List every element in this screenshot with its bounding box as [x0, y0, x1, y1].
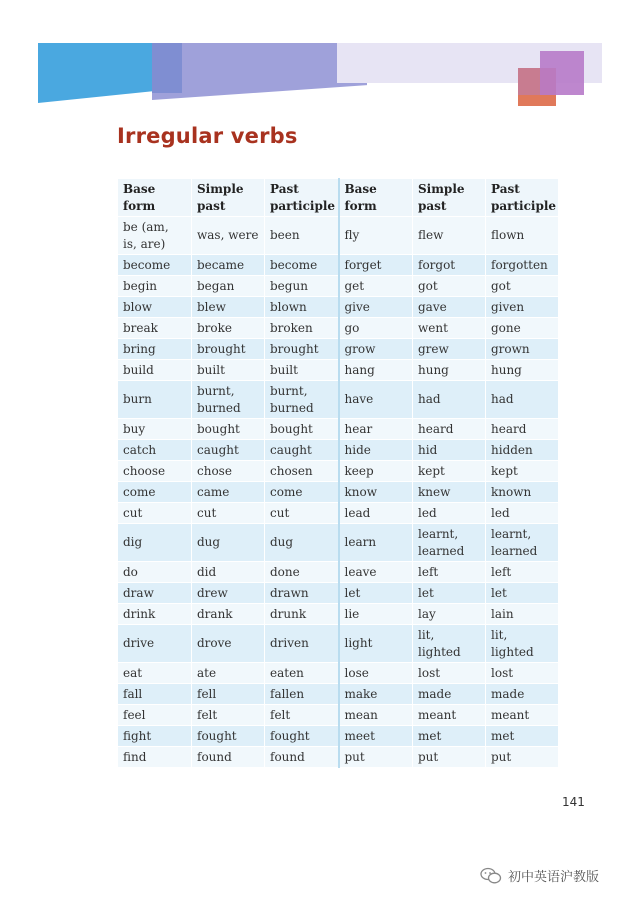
- table-cell: give: [339, 297, 413, 318]
- table-row: [118, 217, 559, 255]
- table-cell: got: [486, 276, 559, 297]
- table-cell: made: [413, 684, 486, 705]
- table-cell: given: [486, 297, 559, 318]
- table-cell: built: [265, 360, 339, 381]
- table-cell: bought: [192, 419, 265, 440]
- table-cell: fly: [339, 217, 413, 255]
- table-cell: left: [413, 562, 486, 583]
- table-cell: lain: [486, 604, 559, 625]
- table-cell: let: [486, 583, 559, 604]
- table-cell: burn: [118, 381, 192, 419]
- table-cell: bring: [118, 339, 192, 360]
- table-cell: fought: [192, 726, 265, 747]
- table-cell: flown: [486, 217, 559, 255]
- table-cell: been: [265, 217, 339, 255]
- table-row: [118, 524, 559, 562]
- table-cell: forget: [339, 255, 413, 276]
- table-cell: built: [192, 360, 265, 381]
- table-cell: blew: [192, 297, 265, 318]
- table-cell: broke: [192, 318, 265, 339]
- column-header: Past participle: [486, 179, 559, 217]
- table-cell: chose: [192, 461, 265, 482]
- table-cell: learnt, learned: [486, 524, 559, 562]
- table-cell: brought: [192, 339, 265, 360]
- table-cell: did: [192, 562, 265, 583]
- table-header: [118, 179, 559, 217]
- table-cell: dug: [192, 524, 265, 562]
- table-cell: heard: [486, 419, 559, 440]
- table-cell: cut: [192, 503, 265, 524]
- table-row: [118, 684, 559, 705]
- table-cell: felt: [265, 705, 339, 726]
- table-cell: had: [486, 381, 559, 419]
- table-cell: forgotten: [486, 255, 559, 276]
- table-cell: became: [192, 255, 265, 276]
- table-cell: let: [413, 583, 486, 604]
- table-cell: burnt, burned: [265, 381, 339, 419]
- table-cell: led: [413, 503, 486, 524]
- table-cell: burnt, burned: [192, 381, 265, 419]
- table-cell: draw: [118, 583, 192, 604]
- table-cell: broken: [265, 318, 339, 339]
- table-cell: buy: [118, 419, 192, 440]
- table-cell: feel: [118, 705, 192, 726]
- table-row: [118, 318, 559, 339]
- table-cell: came: [192, 482, 265, 503]
- table-cell: fell: [192, 684, 265, 705]
- table-cell: come: [265, 482, 339, 503]
- banner-purple-shape: [152, 43, 367, 100]
- table-cell: learnt, learned: [413, 524, 486, 562]
- table-cell: blow: [118, 297, 192, 318]
- decorative-banner: [0, 0, 640, 120]
- column-header: Simple past: [413, 179, 486, 217]
- table-cell: cut: [265, 503, 339, 524]
- table-cell: known: [486, 482, 559, 503]
- watermark-text: 初中英语沪教版: [508, 870, 600, 885]
- table-body: [118, 217, 559, 768]
- table-row: [118, 297, 559, 318]
- table-cell: fall: [118, 684, 192, 705]
- table-cell: dug: [265, 524, 339, 562]
- table-cell: grew: [413, 339, 486, 360]
- watermark: [480, 866, 599, 885]
- wechat-icon: [480, 867, 502, 885]
- table-cell: build: [118, 360, 192, 381]
- table-cell: drink: [118, 604, 192, 625]
- table-cell: drove: [192, 625, 265, 663]
- table-cell: make: [339, 684, 413, 705]
- banner-overlap-square: [518, 68, 540, 95]
- table-cell: hung: [413, 360, 486, 381]
- table-cell: lose: [339, 663, 413, 684]
- table-cell: gone: [486, 318, 559, 339]
- banner-magenta-square: [540, 51, 584, 95]
- table-row: [118, 255, 559, 276]
- table-cell: got: [413, 276, 486, 297]
- column-header: Simple past: [192, 179, 265, 217]
- table-cell: hang: [339, 360, 413, 381]
- table-cell: had: [413, 381, 486, 419]
- table-row: [118, 663, 559, 684]
- table-cell: find: [118, 747, 192, 768]
- table-cell: light: [339, 625, 413, 663]
- table-cell: done: [265, 562, 339, 583]
- table-cell: brought: [265, 339, 339, 360]
- table-cell: grow: [339, 339, 413, 360]
- table-cell: fought: [265, 726, 339, 747]
- table-row: [118, 562, 559, 583]
- table-cell: was, were: [192, 217, 265, 255]
- table-cell: blown: [265, 297, 339, 318]
- table-cell: do: [118, 562, 192, 583]
- table-cell: forgot: [413, 255, 486, 276]
- table-cell: go: [339, 318, 413, 339]
- table-cell: flew: [413, 217, 486, 255]
- table-cell: left: [486, 562, 559, 583]
- page-title: Irregular verbs: [117, 124, 298, 148]
- table-cell: found: [192, 747, 265, 768]
- table-cell: eat: [118, 663, 192, 684]
- table-cell: catch: [118, 440, 192, 461]
- column-header: Past participle: [265, 179, 339, 217]
- table-cell: lit, lighted: [486, 625, 559, 663]
- table-cell: begun: [265, 276, 339, 297]
- table-cell: hung: [486, 360, 559, 381]
- table-cell: drawn: [265, 583, 339, 604]
- table-cell: become: [118, 255, 192, 276]
- table-cell: meet: [339, 726, 413, 747]
- table-cell: know: [339, 482, 413, 503]
- table-cell: knew: [413, 482, 486, 503]
- table-cell: kept: [413, 461, 486, 482]
- table-cell: gave: [413, 297, 486, 318]
- table-cell: hidden: [486, 440, 559, 461]
- table-cell: put: [413, 747, 486, 768]
- table-row: [118, 625, 559, 663]
- table-row: [118, 440, 559, 461]
- table-cell: found: [265, 747, 339, 768]
- table-cell: felt: [192, 705, 265, 726]
- table-row: [118, 482, 559, 503]
- table-row: [118, 503, 559, 524]
- table-cell: mean: [339, 705, 413, 726]
- table-cell: caught: [265, 440, 339, 461]
- table-cell: meant: [486, 705, 559, 726]
- table-row: [118, 419, 559, 440]
- table-cell: hide: [339, 440, 413, 461]
- table-cell: dig: [118, 524, 192, 562]
- table-cell: eaten: [265, 663, 339, 684]
- table-cell: chosen: [265, 461, 339, 482]
- header-row: [118, 179, 559, 217]
- table-cell: leave: [339, 562, 413, 583]
- table-cell: led: [486, 503, 559, 524]
- table-cell: cut: [118, 503, 192, 524]
- table-cell: learn: [339, 524, 413, 562]
- table-row: [118, 604, 559, 625]
- table-cell: made: [486, 684, 559, 705]
- table-cell: grown: [486, 339, 559, 360]
- table-cell: went: [413, 318, 486, 339]
- table-row: [118, 360, 559, 381]
- table-cell: keep: [339, 461, 413, 482]
- table-row: [118, 276, 559, 297]
- table-cell: drunk: [265, 604, 339, 625]
- table-cell: be (am, is, are): [118, 217, 192, 255]
- table-cell: choose: [118, 461, 192, 482]
- table-cell: heard: [413, 419, 486, 440]
- table-cell: began: [192, 276, 265, 297]
- table-cell: met: [413, 726, 486, 747]
- page-number: 141: [562, 795, 585, 809]
- table-cell: break: [118, 318, 192, 339]
- table-cell: put: [486, 747, 559, 768]
- table-cell: fight: [118, 726, 192, 747]
- table-cell: ate: [192, 663, 265, 684]
- table-cell: met: [486, 726, 559, 747]
- table-cell: become: [265, 255, 339, 276]
- table-cell: caught: [192, 440, 265, 461]
- table-cell: lost: [486, 663, 559, 684]
- table-row: [118, 747, 559, 768]
- table-cell: fallen: [265, 684, 339, 705]
- table-cell: have: [339, 381, 413, 419]
- table-cell: let: [339, 583, 413, 604]
- table-cell: drive: [118, 625, 192, 663]
- table-cell: lay: [413, 604, 486, 625]
- table-cell: hid: [413, 440, 486, 461]
- table-cell: come: [118, 482, 192, 503]
- table-cell: begin: [118, 276, 192, 297]
- table-cell: lit, lighted: [413, 625, 486, 663]
- banner-purple-overlap: [152, 43, 182, 93]
- table-cell: driven: [265, 625, 339, 663]
- table-cell: drew: [192, 583, 265, 604]
- table-cell: put: [339, 747, 413, 768]
- table-cell: lie: [339, 604, 413, 625]
- irregular-verbs-table: [117, 178, 559, 768]
- table-cell: get: [339, 276, 413, 297]
- table-row: [118, 381, 559, 419]
- table-row: [118, 583, 559, 604]
- table-cell: hear: [339, 419, 413, 440]
- table-cell: lost: [413, 663, 486, 684]
- column-header: Base form: [118, 179, 192, 217]
- table-row: [118, 726, 559, 747]
- table-row: [118, 461, 559, 482]
- table-cell: lead: [339, 503, 413, 524]
- table-row: [118, 339, 559, 360]
- table-cell: meant: [413, 705, 486, 726]
- table-cell: kept: [486, 461, 559, 482]
- table-row: [118, 705, 559, 726]
- table-cell: drank: [192, 604, 265, 625]
- table-cell: bought: [265, 419, 339, 440]
- column-header: Base form: [339, 179, 413, 217]
